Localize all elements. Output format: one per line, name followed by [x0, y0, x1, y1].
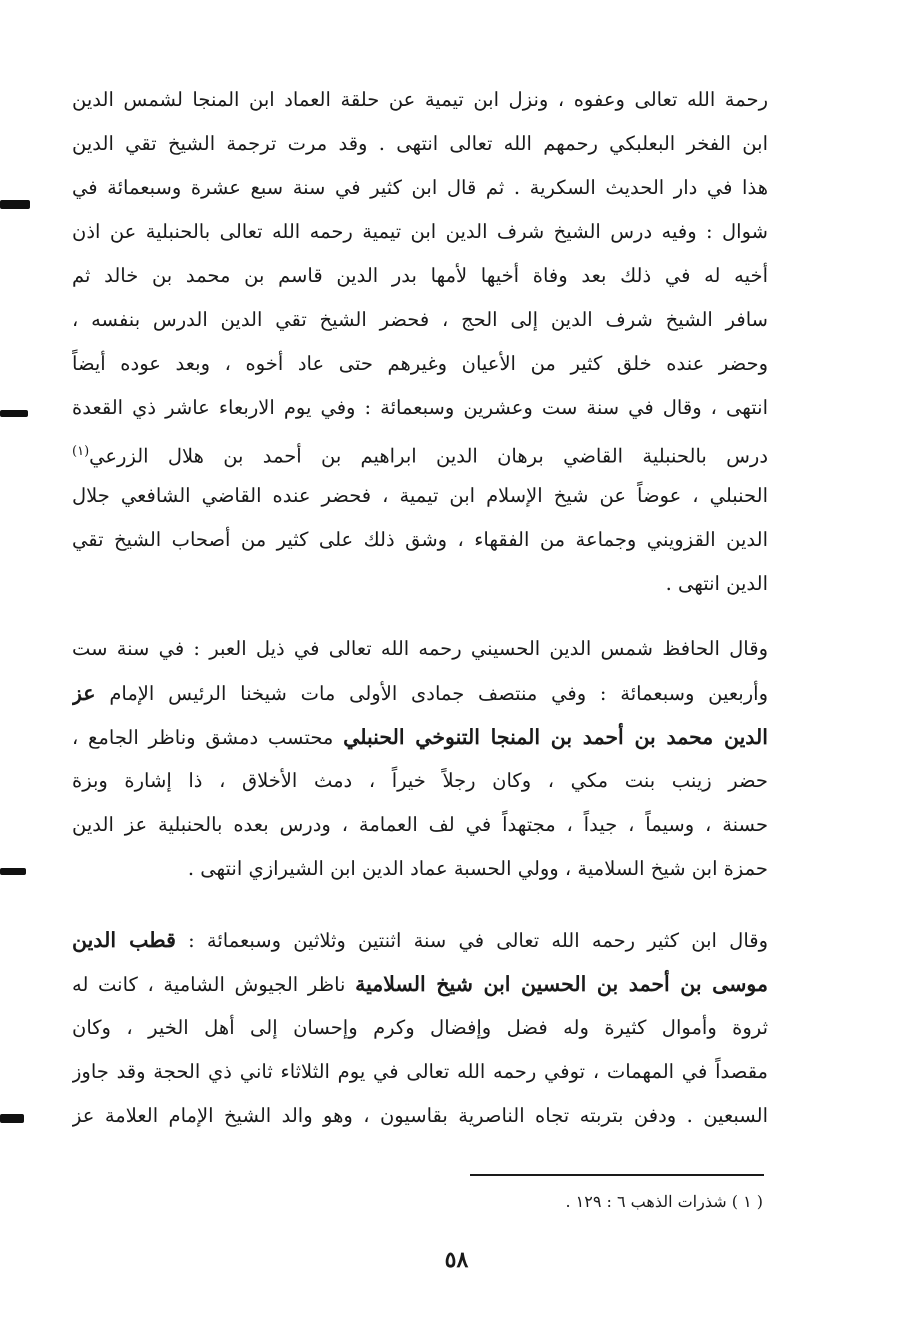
text-line: هذا في دار الحديث السكرية . ثم قال ابن كثير في سنة سبع عشرة وسبعمائة في: [72, 176, 768, 199]
bold-name: الدين محمد بن أحمد بن المنجا التنوخي الحنبلي: [343, 725, 768, 749]
text-line: [72, 918, 768, 962]
text-line: انتهى ، وقال في سنة ست وعشرين وسبعمائة : وفي يوم الاربعاء عاشر ذي القعدة: [72, 396, 768, 419]
text-line: شوال : وفيه درس الشيخ شرف الدين ابن تيمية رحمه الله تعالى بالحنبلية عن اذن: [72, 220, 768, 243]
line-text: وأربعين وسبعمائة : وفي منتصف جمادى الأولى مات شيخنا الرئيس الإمام: [109, 682, 768, 705]
text-line: [72, 962, 768, 1006]
text-line: مقصداً في المهمات ، توفي رحمه الله تعالى في يوم الثلاثاء ثاني ذي الحجة وقد جاوز: [72, 1060, 768, 1083]
text-line: [72, 430, 768, 474]
line-text: ناظر الجيوش الشامية ، كانت له: [72, 973, 356, 996]
footnote-separator: [470, 1174, 764, 1176]
text-line: وقال الحافظ شمس الدين الحسيني رحمه الله تعالى في ذيل العبر : في سنة ست: [72, 637, 768, 660]
text-line: الحنبلي ، عوضاً عن شيخ الإسلام ابن تيمية ، فحضر عنده القاضي الشافعي جلال: [72, 484, 768, 507]
margin-mark: [0, 410, 28, 417]
text-line: رحمة الله تعالى وعفوه ، ونزل ابن تيمية عن حلقة العماد ابن المنجا لشمس الدين: [72, 88, 768, 111]
footnote: ( ١ ) شذرات الذهب ٦ : ١٢٩ .: [565, 1192, 763, 1211]
margin-mark: [0, 200, 30, 209]
text-line: الدين انتهى .: [665, 572, 768, 595]
text-line: حسنة ، وسيماً ، جيداً ، مجتهداً في لف العمامة ، ودرس بعده بالحنبلية عز الدين: [72, 813, 768, 836]
text-line: حضر زينب بنت مكي ، وكان رجلاً خيراً ، دمث الأخلاق ، ذا إشارة وبزة: [72, 769, 768, 792]
bold-name: موسى بن أحمد بن الحسين ابن شيخ السلامية: [355, 972, 768, 996]
text-line: [72, 671, 768, 715]
text-line: [72, 715, 768, 759]
text-line: حمزة ابن شيخ السلامية ، وولي الحسبة عماد الدين ابن الشيرازي انتهى .: [187, 857, 768, 880]
text-line: وحضر عنده خلق كثير من الأعيان وغيرهم حتى عاد أخوه ، وبعد عوده أيضاً: [72, 352, 768, 375]
text-line: ثروة وأموال كثيرة وله فضل وإفضال وكرم وإحسان إلى أهل الخير ، وكان: [72, 1016, 768, 1039]
page-number: ٥٨: [444, 1247, 469, 1273]
margin-mark: [0, 1114, 24, 1123]
line-text: محتسب دمشق وناظر الجامع ،: [72, 726, 344, 749]
text-line: السبعين . ودفن بتربته تجاه الناصرية بقاسيون ، وهو والد الشيخ الإمام العلامة عز: [72, 1104, 768, 1127]
bold-name: عز: [72, 681, 96, 705]
line-text: وقال ابن كثير رحمه الله تعالى في سنة اثنتين وثلاثين وسبعمائة :: [188, 929, 768, 952]
line-text: درس بالحنبلية القاضي برهان الدين ابراهيم بن أحمد بن هلال الزرعي: [89, 444, 768, 468]
text-line: ابن الفخر البعلبكي رحمهم الله تعالى انتهى . وقد مرت ترجمة الشيخ تقي الدين: [72, 132, 768, 155]
margin-mark: [0, 868, 26, 875]
bold-name: قطب الدين: [72, 928, 176, 952]
text-line: سافر الشيخ شرف الدين إلى الحج ، فحضر الشيخ تقي الدين الدرس بنفسه ،: [72, 308, 768, 331]
text-line: الدين القزويني وجماعة من الفقهاء ، وشق ذلك على كثير من أصحاب الشيخ تقي: [72, 528, 768, 551]
footnote-reference: (١): [72, 444, 90, 459]
text-line: أخيه له في ذلك بعد وفاة أخيها لأمها بدر الدين قاسم بن محمد بن خالد ثم: [72, 264, 768, 287]
